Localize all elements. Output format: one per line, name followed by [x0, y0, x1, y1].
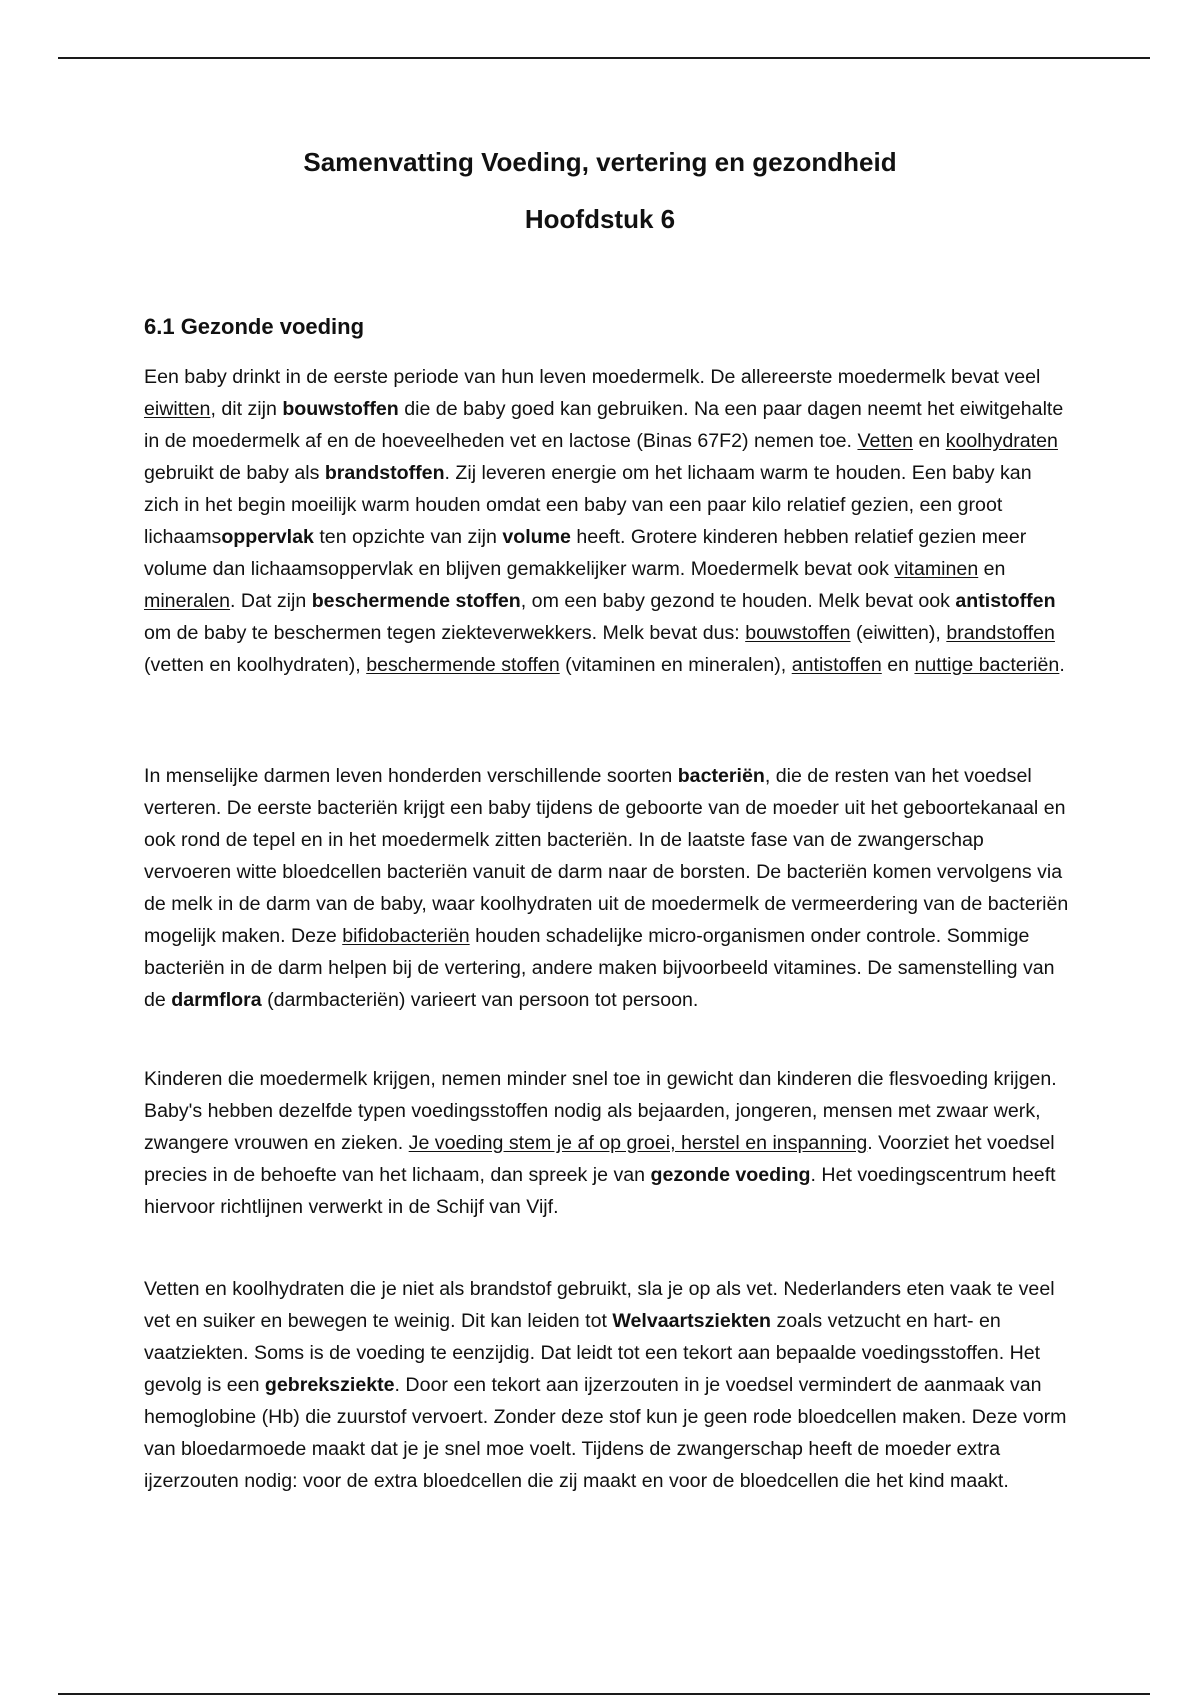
- text-run: (darmbacteriën) varieert van persoon tot persoon.: [261, 989, 699, 1011]
- bold-term: beschermende stoffen: [311, 590, 521, 612]
- underlined-term: vitaminen: [894, 558, 979, 580]
- text-run: (eiwitten),: [850, 622, 947, 644]
- bold-term: Welvaartsziekten: [612, 1310, 772, 1332]
- underlined-term: bouwstoffen: [745, 622, 851, 644]
- bold-term: gebreksziekte: [264, 1374, 395, 1396]
- text-run: zoals vetzucht en hart- en vaatziekten. Soms is de voeding te eenzijdig. Dat leidt tot een tekort aan bepaalde voedingsstoffen. Het gevolg is een: [144, 1310, 1046, 1396]
- text-run: heeft. Grotere kinderen hebben relatief gezien meer volume dan lichaamsoppervlak en blijven gemakkelijker warm. Moedermelk bevat ook: [144, 526, 1032, 580]
- text-run: In menselijke darmen leven honderden verschillende soorten: [144, 765, 678, 787]
- paragraph-2: [144, 760, 1074, 1016]
- underlined-term: bifidobacteriën: [342, 925, 470, 947]
- text-run: Een baby drinkt in de eerste periode van hun leven moedermelk. De allereerste moedermelk bevat veel: [144, 366, 1046, 388]
- text-run: (vitaminen en mineralen),: [559, 654, 792, 676]
- paragraph-4: [144, 1273, 1072, 1497]
- underlined-term: nuttige bacteriën: [914, 654, 1060, 676]
- text-run: en: [913, 430, 946, 452]
- underlined-term: Je voeding stem je af op groei, herstel en inspanning: [408, 1132, 868, 1154]
- underlined-term: mineralen: [144, 590, 231, 612]
- text-run: Vetten en koolhydraten die je niet als brandstof gebruikt, sla je op als vet. Nederlanders eten vaak te veel vet en suiker en bewegen te weinig. Dit kan leiden tot: [144, 1278, 1061, 1332]
- text-run: . Voorziet het voedsel precies in de behoefte van het lichaam, dan spreek je van: [144, 1132, 1061, 1186]
- top-rule: [58, 57, 1150, 59]
- bold-term: gezonde voeding: [650, 1164, 811, 1186]
- paragraph-3: [144, 1063, 1069, 1223]
- underlined-term: eiwitten: [144, 398, 211, 420]
- text-run: om de baby te beschermen tegen ziekteverwekkers. Melk bevat dus:: [144, 590, 1061, 644]
- text-run: Kinderen die moedermelk krijgen, nemen minder snel toe in gewicht dan kinderen die flesvoeding krijgen. Baby's hebben dezelfde typen voedingsstoffen nodig als bejaarden, jongeren, mensen met zwaar werk, zwangere vrouwen en zieken.: [144, 1068, 1063, 1154]
- bold-term: antistoffen: [955, 590, 1056, 612]
- text-run: ten opzichte van zijn: [313, 526, 503, 548]
- paragraph-1: [144, 361, 1069, 681]
- bold-term: brandstoffen: [324, 462, 445, 484]
- document-subtitle: Hoofdstuk 6: [524, 204, 676, 234]
- underlined-term: Vetten: [857, 430, 914, 452]
- text-run: , dit zijn: [210, 398, 283, 420]
- text-run: . Door een tekort aan ijzerzouten in je voedsel vermindert de aanmaak van hemoglobine (Hb) die zuurstof vervoert. Zonder deze stof kun je geen rode bloedcellen maken. Deze vorm van bloedarmoede maakt dat je je snel moe voelt. Tijdens de zwangerschap heeft de moeder extra ijzerzouten nodig: voor de extra bloedcellen die zij maakt en voor de bloedcellen die het kind maakt.: [144, 1374, 1072, 1492]
- text-run: . Zij leveren energie om het lichaam warm te houden. Een baby kan zich in het begin moeilijk warm houden omdat een baby van een paar kilo relatief gezien, een groot lichaams: [144, 462, 1038, 548]
- text-run: . Dat zijn: [230, 590, 312, 612]
- text-run: . Het voedingscentrum heeft hiervoor richtlijnen verwerkt in de Schijf van Vijf.: [144, 1164, 1062, 1218]
- underlined-term: brandstoffen: [946, 622, 1055, 644]
- section-heading: 6.1 Gezonde voeding: [144, 314, 365, 339]
- bold-term: bacteriën: [677, 765, 765, 787]
- bold-term: oppervlak: [221, 526, 314, 548]
- text-run: en: [881, 654, 915, 676]
- bottom-rule: [58, 1693, 1150, 1695]
- text-run: .: [1059, 654, 1065, 676]
- underlined-term: antistoffen: [791, 654, 882, 676]
- bold-term: darmflora: [171, 989, 262, 1011]
- underlined-term: koolhydraten: [945, 430, 1058, 452]
- bold-term: bouwstoffen: [282, 398, 399, 420]
- text-run: houden schadelijke micro-organismen onder controle. Sommige bacteriën in de darm helpen bij de vertering, andere maken bijvoorbeeld vitamines. De samenstelling van de: [144, 925, 1060, 1011]
- text-run: gebruikt de baby als: [144, 430, 1064, 484]
- text-run: en: [978, 558, 1011, 580]
- underlined-term: beschermende stoffen: [366, 654, 560, 676]
- document-title: Samenvatting Voeding, vertering en gezondheid: [303, 147, 897, 177]
- text-run: die de baby goed kan gebruiken. Na een paar dagen neemt het eiwitgehalte in de moedermelk af en de hoeveelheden vet en lactose (Binas 67F2) nemen toe.: [144, 398, 1069, 452]
- text-run: , die de resten van het voedsel verteren. De eerste bacteriën krijgt een baby tijdens de geboorte van de moeder uit het geboortekanaal en ook rond de tepel en in het moedermelk zitten bacteriën. In de laatste fase van de zwangerschap vervoeren witte bloedcellen bacteriën vanuit de darm naar de borsten. De bacteriën komen vervolgens via de melk in de darm van de baby, waar koolhydraten uit de moedermelk de vermeerdering van de bacteriën mogelijk maken. Deze: [144, 765, 1074, 947]
- text-run: (vetten en koolhydraten),: [144, 622, 1061, 676]
- text-run: , om een baby gezond te houden. Melk bevat ook: [520, 590, 956, 612]
- bold-term: volume: [502, 526, 571, 548]
